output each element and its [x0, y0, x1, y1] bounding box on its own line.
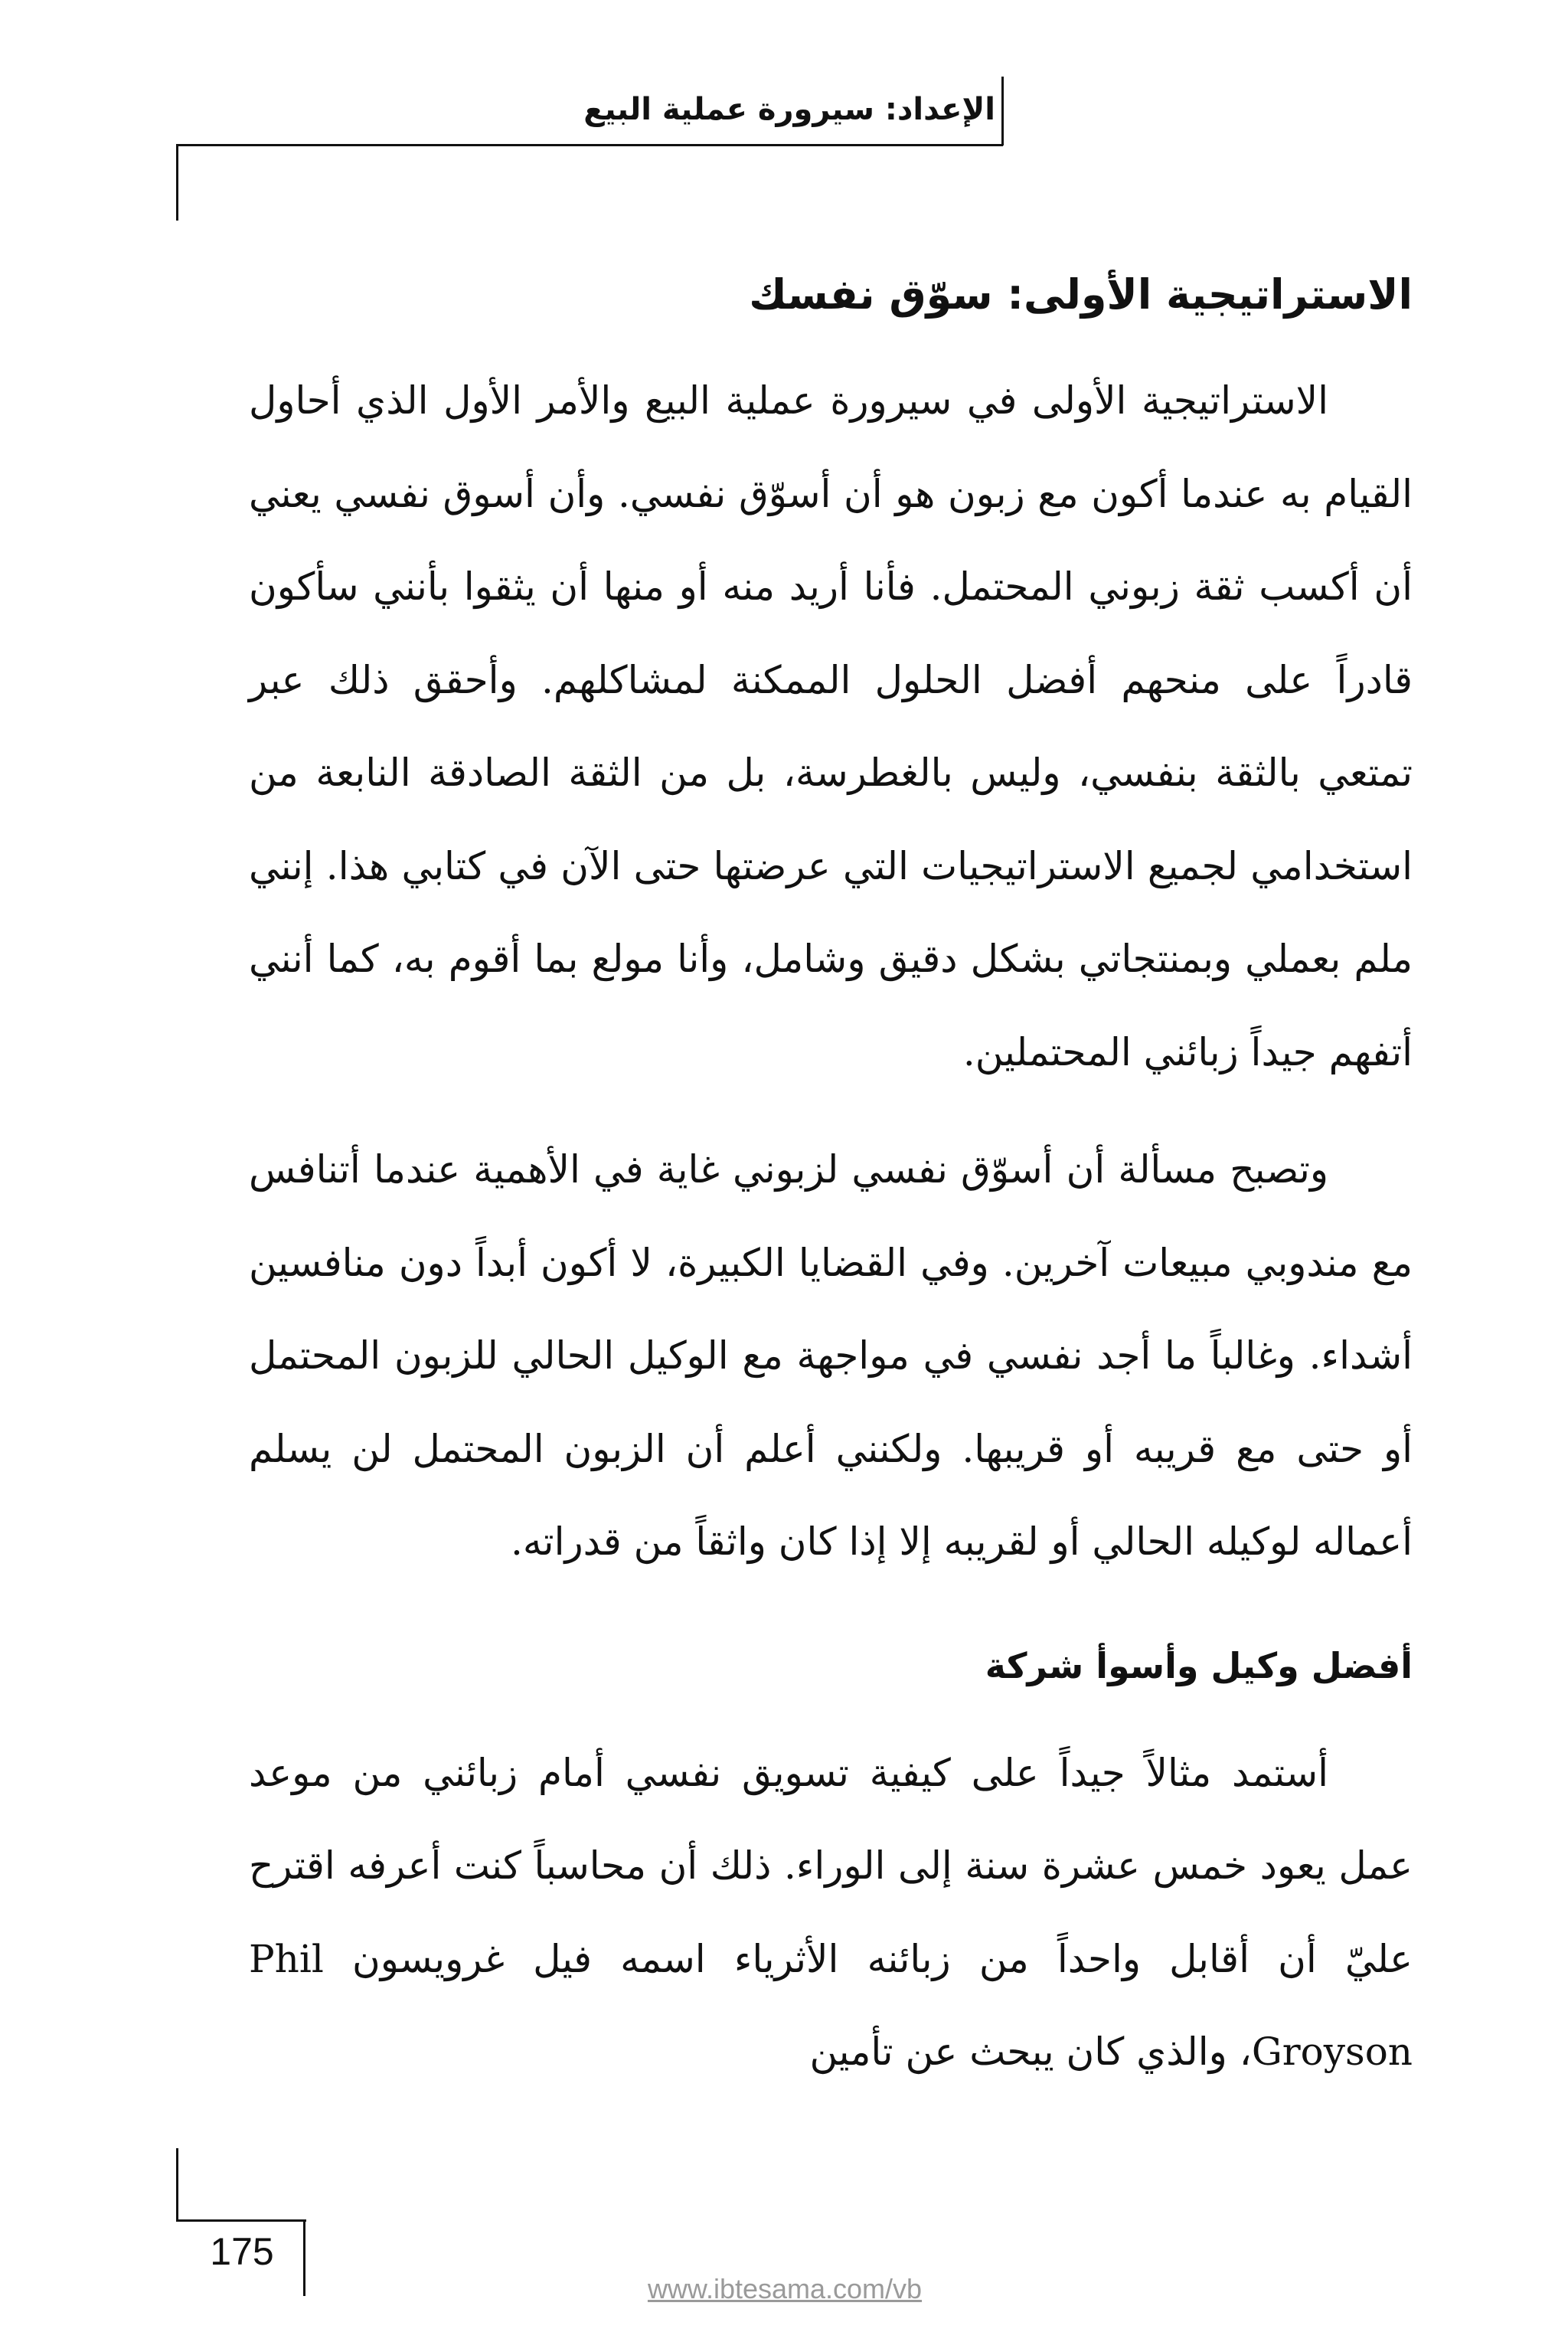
footer-rule-left [176, 2148, 178, 2221]
footer-rule [176, 2219, 306, 2222]
text-column [249, 264, 1413, 2099]
watermark-link[interactable]: www.ibtesama.com/vb [647, 2273, 923, 2304]
section-title: الاستراتيجية الأولى: سوّق نفسك [749, 270, 1413, 319]
paragraph: الاستراتيجية الأولى في سيرورة عملية البيع والأمر الأول الذي أحاول القيام به عندما أكون مع زبون هو أن أسوّق نفسي. وأن أسوق نفسي يعني أن أكسب ثقة زبوني المحتمل. فأنا أريد منه أو منها أن يثقوا بأنني سأكون قادراً على منحهم أفضل الحلول الممكنة لمشاكلهم. وأحقق ذلك عبر تمتعي بالثقة بنفسي، وليس بالغطرسة، بل من الثقة الصادقة النابعة من استخدامي لجميع الاستراتيجيات التي عرضتها حتى الآن في كتابي هذا. إنني ملم بعملي وبمنتجاتي بشكل دقيق وشامل، وأنا مولع بما أقوم به، كما أنني أتفهم جيداً زبائني المحتملين. [249, 378, 1413, 1074]
running-header: الإعداد: سيرورة عملية البيع [583, 92, 995, 127]
page-number: 175 [210, 2230, 274, 2273]
subsection-title: أفضل وكيل وأسوأ شركة [985, 1644, 1413, 1686]
paragraph: وتصبح مسألة أن أسوّق نفسي لزبوني غاية في الأهمية عندما أتنافس مع مندوبي مبيعات آخرين. وفي القضايا الكبيرة، لا أكون أبداً دون منافسين أشداء. وغالباً ما أجد نفسي في مواجهة مع الوكيل الحالي للزبون المحتمل أو حتى مع قريبه أو قريبها. ولكنني أعلم أن الزبون المحتمل لن يسلم أعماله لوكيله الحالي أو لقريبه إلا إذا كان واثقاً من قدراته. [249, 1147, 1413, 1564]
header-rule-left [176, 144, 178, 221]
header-rule-right [1001, 77, 1004, 146]
header-rule [176, 144, 1003, 146]
footer-rule-right [303, 2219, 305, 2296]
paragraph: أستمد مثالاً جيداً على كيفية تسويق نفسي أمام زبائني من موعد عمل يعود خمس عشرة سنة إلى الوراء. ذلك أن محاسباً كنت أعرفه اقترح عليّ أن أقابل واحداً من زبائنه الأثرياء اسمه فيل غرويسون Phil Groyson، والذي كان يبحث عن تأمين [249, 1750, 1413, 2074]
